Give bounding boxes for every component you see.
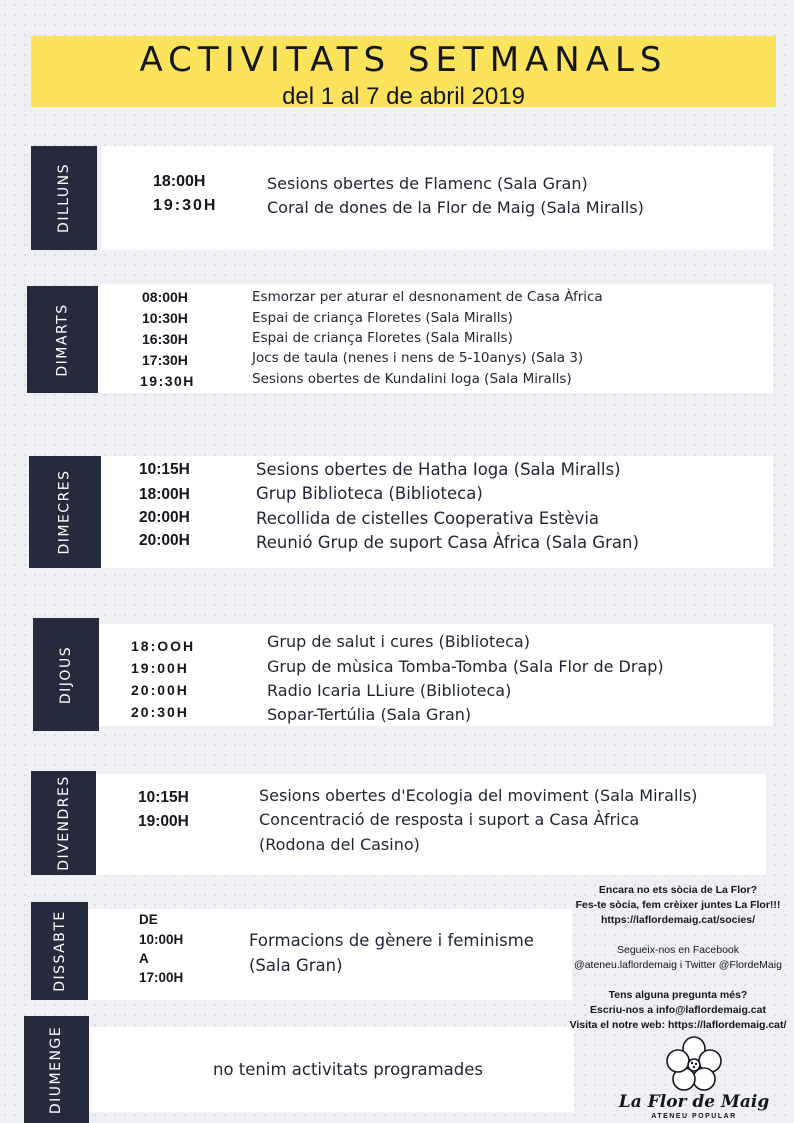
- entry-time: 10:00H: [139, 932, 184, 947]
- day-tab-dissabte: [31, 902, 88, 1000]
- logo-subtitle: ATENEU POPULAR: [651, 1113, 737, 1120]
- logo: [606, 1035, 782, 1123]
- entry-time: DE: [139, 912, 158, 927]
- membership-question: Encara no ets sòcia de La Flor?: [598, 884, 758, 896]
- entry-time: 08:00H: [142, 289, 188, 305]
- flower-icon: [664, 1035, 724, 1093]
- social-line-2: @ateneu.laflordemaig i Twitter @FlordeMaig: [574, 959, 782, 971]
- entry-activity: Grup de salut i cures (Biblioteca): [267, 632, 530, 651]
- day-label: DISSABTE: [51, 910, 68, 992]
- entry-time: 17:30H: [142, 352, 188, 368]
- entry-activity: Sesions obertes de Kundalini Ioga (Sala Miralls): [252, 371, 572, 387]
- entry-activity: Jocs de taula (nenes i nens de 5-10anys) (Sala 3): [252, 350, 584, 366]
- day-tab-dilluns: [31, 146, 97, 250]
- entry-activity: (Rodona del Casino): [259, 835, 420, 854]
- entry-activity: Reunió Grup de suport Casa Àfrica (Sala Gran): [256, 533, 639, 552]
- entry-activity: Sesions obertes de Hatha Ioga (Sala Miralls): [256, 460, 621, 479]
- social-line-1: Segueix-nos en Facebook: [617, 944, 739, 956]
- entry-activity: Concentració de resposta i suport a Casa Àfrica: [259, 810, 640, 829]
- logo-name: La Flor de Maig: [618, 1092, 770, 1112]
- entry-activity: Sesions obertes d'Ecologia del moviment (Sala Miralls): [259, 786, 698, 805]
- entry-time: 19:00H: [131, 660, 189, 676]
- membership-cta: Fes-te sòcia, fem crèixer juntes La Flor!!!: [575, 899, 781, 911]
- entry-activity: Esmorzar per aturar el desnonament de Casa Àfrica: [252, 289, 603, 305]
- entry-time: 20:30H: [131, 704, 189, 720]
- entry-time: 20:00H: [139, 509, 190, 526]
- entry-activity: Grup de mùsica Tomba-Tomba (Sala Flor de Drap): [267, 657, 664, 676]
- entry-time: 17:00H: [139, 970, 184, 985]
- entry-time: 19:00H: [138, 813, 189, 830]
- entry-activity: Recollida de cistelles Cooperativa Estèvia: [256, 509, 600, 528]
- day-tab-dimarts: [27, 286, 98, 393]
- day-tab-diumenge: [24, 1016, 89, 1123]
- entry-time: 18:OOH: [131, 638, 196, 654]
- email-line[interactable]: Escriu-nos a info@laflordemaig.cat: [590, 1004, 766, 1016]
- entry-activity: Coral de dones de la Flor de Maig (Sala Miralls): [267, 198, 644, 217]
- day-tab-dimecres: [29, 456, 101, 568]
- entry-time: 20:00H: [139, 532, 190, 549]
- entry-activity: Grup Biblioteca (Biblioteca): [256, 484, 483, 503]
- entry-activity: Radio Icaria LLiure (Biblioteca): [267, 681, 512, 700]
- header-banner: [31, 36, 776, 110]
- entry-time: 10:15H: [138, 789, 189, 806]
- web-line[interactable]: Visita el notre web: https://laflordemaig.cat/: [569, 1019, 787, 1031]
- day-card-dissabte: [88, 909, 572, 1000]
- entry-activity: Formacions de gènere i feminisme: [249, 931, 534, 950]
- entry-time: 19:30H: [153, 197, 218, 214]
- day-label: DIMARTS: [54, 302, 71, 377]
- membership-url[interactable]: https://laflordemaig.cat/socies/: [600, 914, 756, 926]
- day-label: DIMECRES: [57, 469, 74, 555]
- day-card-dimecres: [101, 456, 773, 568]
- entry-time: 20:00H: [131, 682, 189, 698]
- day-label: DIJOUS: [57, 645, 74, 704]
- entry-time: 19:30H: [140, 373, 195, 389]
- day-card-dimarts: [98, 284, 773, 393]
- day-card-diumenge: [89, 1027, 574, 1112]
- info-block: [562, 883, 794, 1033]
- entry-activity: Espai de criança Floretes (Sala Miralls): [252, 330, 513, 346]
- day-card-dilluns: [101, 146, 773, 250]
- entry-activity: Sopar-Tertúlia (Sala Gran): [267, 705, 472, 724]
- day-tab-dijous: [33, 618, 99, 731]
- entry-activity: Espai de criança Floretes (Sala Miralls): [252, 310, 513, 326]
- day-card-dijous: [99, 624, 773, 726]
- entry-activity: no tenim activitats programades: [213, 1060, 484, 1079]
- day-label: DILLUNS: [56, 163, 73, 233]
- entry-activity: (Sala Gran): [249, 956, 343, 975]
- day-label: DIVENDRES: [55, 775, 72, 871]
- day-label: DIUMENGE: [48, 1025, 65, 1114]
- entry-time: 16:30H: [142, 331, 188, 347]
- entry-time: A: [139, 951, 149, 966]
- entry-time: 10:15H: [139, 461, 190, 478]
- day-tab-divendres: [31, 771, 96, 875]
- entry-activity: Sesions obertes de Flamenc (Sala Gran): [267, 174, 588, 193]
- entry-time: 18:00H: [153, 173, 206, 190]
- entry-time: 18:00H: [139, 486, 190, 503]
- page-subtitle: del 1 al 7 de abril 2019: [282, 83, 525, 110]
- day-card-divendres: [96, 774, 766, 875]
- page-title: ACTIVITATS SETMANALS: [139, 40, 668, 80]
- question-line: Tens alguna pregunta més?: [608, 989, 748, 1001]
- entry-time: 10:30H: [142, 310, 188, 326]
